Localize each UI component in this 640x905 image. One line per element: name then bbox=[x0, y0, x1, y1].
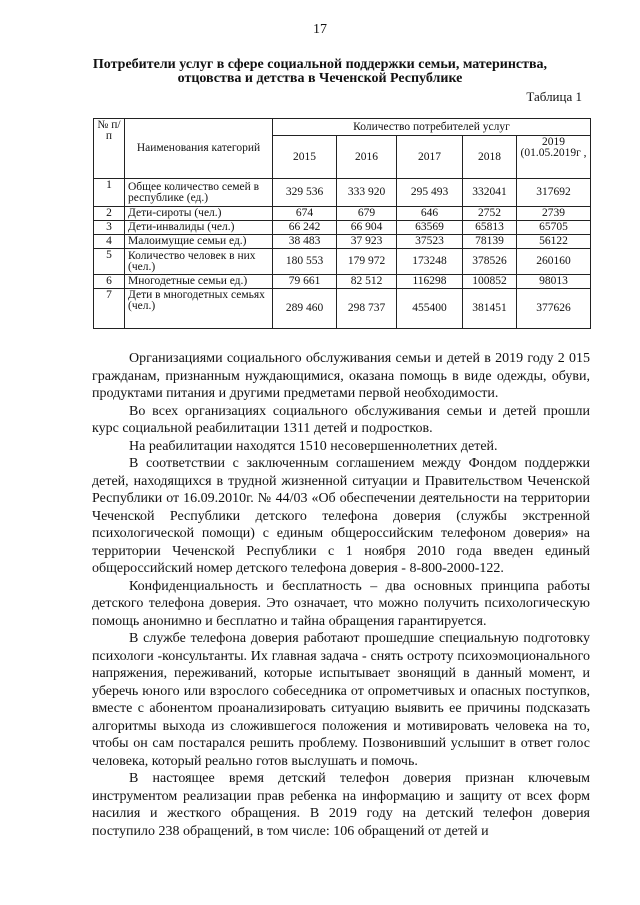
paragraph: Конфиденциальность и бесплатность – два основных принципа работы детского телефона доверия. Это означает, что можно получить психологическую помощь анонимно и бесплатно и тайна обращения гарантируется. bbox=[92, 578, 590, 629]
paragraph: В настоящее время детский телефон доверия признан ключевым инструментом реализации прав ребенка на информацию и защиту от всех форм насилия и жесткого обращения. В 2019 году на детский телефон доверия поступило 238 обращений, в том числе: 106 обращений от детей и bbox=[92, 771, 590, 839]
paragraph: Организациями социального обслуживания семьи и детей в 2019 году 2 015 гражданам, признанным нуждающимися, оказана помощь в виде одежды, обуви, продуктами питания и другими предметами первой необходимости. bbox=[92, 351, 590, 401]
cell-value: 56122 bbox=[517, 235, 591, 249]
cell-value: 260160 bbox=[517, 249, 591, 275]
row-category: Дети в многодетных семьях (чел.) bbox=[125, 289, 273, 329]
cell-value: 180 553 bbox=[273, 249, 337, 275]
cell-value: 674 bbox=[273, 207, 337, 221]
col-header-group: Количество потребителей услуг bbox=[273, 119, 591, 136]
cell-value: 295 493 bbox=[397, 179, 463, 207]
cell-value: 2739 bbox=[517, 207, 591, 221]
paragraph: В службе телефона доверия работают прошедшие специальную подготовку психологи -консультанты. Их главная задача - снять остроту психоэмоционального напряжения, переживаний, которые испытывает звонящий в данный момент, и уберечь юного или взрослого собеседника от опрометчивых и опасных поступков, вместе с абонентом проанализировать ситуацию выявить ее причины подсказать алгоритмы выхода из сложившегося положения и мотивировать человека на то, чтобы он сам постарался решить проблему. Позвонивший услышит в ответ голос человека, который реально готов выслушать и помочь. bbox=[92, 631, 590, 769]
table-row bbox=[94, 207, 591, 221]
cell-value: 2752 bbox=[463, 207, 517, 221]
row-number: 5 bbox=[94, 249, 125, 275]
cell-value: 100852 bbox=[463, 275, 517, 289]
table-row bbox=[94, 249, 591, 275]
cell-value: 679 bbox=[337, 207, 397, 221]
paragraph: В соответствии с заключенным соглашением между Фондом поддержки детей, находящихся в трудной жизненной ситуации и Правительством Чеченской Республики от 16.09.2010г. № 44/03 «Об обеспечении деятельности на территории Чеченской Республики детского телефона доверия (службы экстренной психологической помощи) с единым общероссийским телефоном доверия» на территории Чеченской Республики с 1 ноября 2010 года введен единый общероссийский номер детского телефона доверия - 8-800-2000-122. bbox=[92, 456, 590, 576]
cell-value: 37523 bbox=[397, 235, 463, 249]
consumers-table bbox=[93, 118, 591, 329]
cell-value: 455400 bbox=[397, 289, 463, 329]
cell-value: 65705 bbox=[517, 221, 591, 235]
cell-value: 332041 bbox=[463, 179, 517, 207]
cell-value: 298 737 bbox=[337, 289, 397, 329]
row-category: Количество человек в них (чел.) bbox=[125, 249, 273, 275]
cell-value: 66 242 bbox=[273, 221, 337, 235]
year-header: 2016 bbox=[337, 136, 397, 179]
cell-value: 329 536 bbox=[273, 179, 337, 207]
table-header-row bbox=[94, 119, 591, 136]
cell-value: 289 460 bbox=[273, 289, 337, 329]
year-header: 2017 bbox=[397, 136, 463, 179]
row-number: 7 bbox=[94, 289, 125, 329]
table-row bbox=[94, 275, 591, 289]
cell-value: 381451 bbox=[463, 289, 517, 329]
row-number: 6 bbox=[94, 275, 125, 289]
year-header: 2015 bbox=[273, 136, 337, 179]
cell-value: 317692 bbox=[517, 179, 591, 207]
cell-value: 79 661 bbox=[273, 275, 337, 289]
row-category: Малоимущие семьи ед.) bbox=[125, 235, 273, 249]
row-category: Многодетные семьи ед.) bbox=[125, 275, 273, 289]
body-text bbox=[92, 350, 590, 840]
table-row bbox=[94, 179, 591, 207]
title-line-1: Потребители услуг в сфере социальной поддержки семьи, материнства, bbox=[92, 57, 548, 72]
cell-value: 65813 bbox=[463, 221, 517, 235]
page-number: 17 bbox=[313, 22, 327, 37]
cell-value: 37 923 bbox=[337, 235, 397, 249]
table-row bbox=[94, 235, 591, 249]
row-category: Общее количество семей в республике (ед.) bbox=[125, 179, 273, 207]
row-category: Дети-инвалиды (чел.) bbox=[125, 221, 273, 235]
cell-value: 333 920 bbox=[337, 179, 397, 207]
cell-value: 98013 bbox=[517, 275, 591, 289]
row-number: 2 bbox=[94, 207, 125, 221]
cell-value: 116298 bbox=[397, 275, 463, 289]
document-title bbox=[60, 58, 580, 86]
row-number: 3 bbox=[94, 221, 125, 235]
cell-value: 378526 bbox=[463, 249, 517, 275]
cell-value: 63569 bbox=[397, 221, 463, 235]
table-row bbox=[94, 221, 591, 235]
cell-value: 38 483 bbox=[273, 235, 337, 249]
row-number: 4 bbox=[94, 235, 125, 249]
col-header-number: № п/п bbox=[94, 119, 125, 179]
title-line-2: отцовства и детства в Чеченской Республике bbox=[177, 71, 463, 86]
paragraph: На реабилитации находятся 1510 несовершеннолетних детей. bbox=[129, 438, 498, 454]
year-header: 2019 (01.05.2019г , bbox=[517, 136, 591, 179]
cell-value: 173248 bbox=[397, 249, 463, 275]
cell-value: 377626 bbox=[517, 289, 591, 329]
table-label: Таблица 1 bbox=[526, 89, 582, 104]
cell-value: 66 904 bbox=[337, 221, 397, 235]
year-header: 2018 bbox=[463, 136, 517, 179]
cell-value: 82 512 bbox=[337, 275, 397, 289]
cell-value: 78139 bbox=[463, 235, 517, 249]
row-category: Дети-сироты (чел.) bbox=[125, 207, 273, 221]
cell-value: 179 972 bbox=[337, 249, 397, 275]
col-header-category: Наименования категорий bbox=[125, 119, 273, 179]
cell-value: 646 bbox=[397, 207, 463, 221]
paragraph: Во всех организациях социального обслуживания семьи и детей прошли курс социальной реабилитации 1311 детей и подростков. bbox=[92, 403, 590, 436]
row-number: 1 bbox=[94, 179, 125, 207]
table-row bbox=[94, 289, 591, 329]
